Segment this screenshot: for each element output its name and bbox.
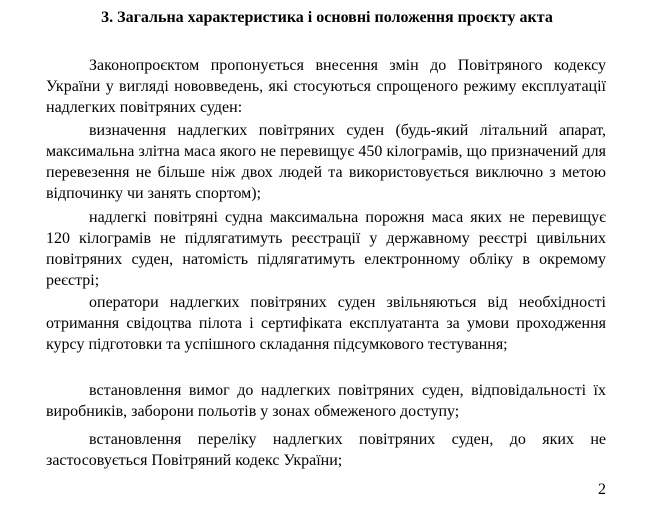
paragraph-registration: надлегкі повітряні судна максимальна порожня маса яких не перевищує 120 кілограмів не підлягатимуть реєстрації у державному реєстрі цивільних повітряних суден, натомість підлягатимуть електронному обліку в окремому реєстрі; xyxy=(46,209,606,289)
paragraph-intro: Законопроєктом пропонується внесення змін до Повітряного кодексу України у вигляді нововведень, які стосуються спрощеного режиму експлуатації надлегких повітряних суден: xyxy=(46,57,606,116)
paragraph-exclusions: встановлення переліку надлегких повітряних суден, до яких не застосовується Повітряний кодекс України; xyxy=(46,431,606,469)
section-heading: 3. Загальна характеристика і основні положення проєкту акта xyxy=(101,9,553,26)
document-page xyxy=(46,0,608,506)
page-number: 2 xyxy=(598,481,606,498)
paragraph-definition: визначення надлегких повітряних суден (будь-який літальний апарат, максимальна злітна маса якого не перевищує 450 кілограмів, що призначений для перевезення не більше ніж двох людей та використовується виключно з метою відпочинку чи занять спортом); xyxy=(46,122,606,202)
paragraph-requirements: встановлення вимог до надлегких повітряних суден, відповідальності їх виробників, заборони польотів у зонах обмеженого доступу; xyxy=(46,382,606,420)
paragraph-operators: оператори надлегких повітряних суден звільняються від необхідності отримання свідоцтва пілота і сертифіката експлуатанта за умови проходження курсу підготовки та успішного складання підсумкового тестування; xyxy=(46,294,606,353)
